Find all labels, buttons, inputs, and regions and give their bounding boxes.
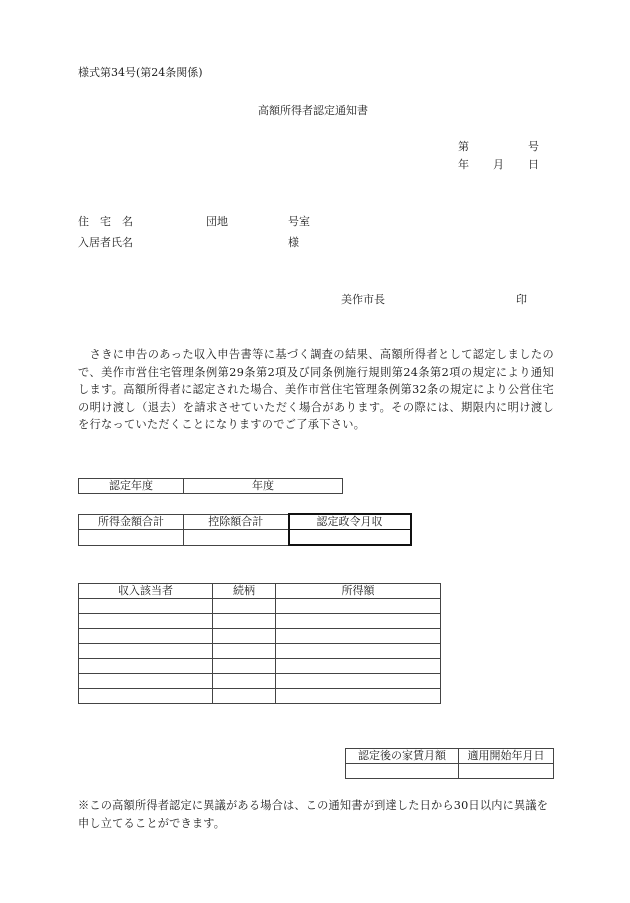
year-value-cell: 年度: [184, 479, 343, 494]
relation-cell: [213, 689, 276, 704]
form-number: 様式第34号(第24条関係): [78, 66, 203, 79]
monthly-income-cell: [289, 530, 411, 546]
date-day: 日: [528, 158, 539, 171]
housing-label: 住 宅 名: [78, 215, 133, 228]
issuer-name: 美作市長: [341, 293, 385, 306]
member-name-cell: [79, 689, 213, 704]
start-date-cell: [459, 764, 554, 779]
table-row: [79, 674, 441, 689]
income-amount-cell: [276, 614, 441, 629]
member-name-cell: [79, 659, 213, 674]
rent-table: [345, 748, 554, 779]
member-name-cell: [79, 644, 213, 659]
table-row: [79, 599, 441, 614]
year-label-cell: 認定年度: [79, 479, 184, 494]
start-date-header: 適用開始年月日: [459, 749, 554, 764]
year-table: [78, 478, 343, 494]
document-title: 高額所得者認定通知書: [258, 104, 368, 117]
seal-mark: 印: [516, 293, 527, 306]
income-amount-cell: [276, 659, 441, 674]
relation-cell: [213, 614, 276, 629]
relation-cell: [213, 659, 276, 674]
income-amount-cell: [276, 689, 441, 704]
number-prefix: 第: [458, 140, 469, 153]
income-amount-cell: [276, 644, 441, 659]
income-table: [78, 513, 412, 546]
resident-name-label: 入居者氏名: [78, 236, 133, 249]
relation-cell: [213, 629, 276, 644]
notice-body: さきに申告のあった収入申告書等に基づく調査の結果、高額所得者として認定しましたので、美作市営住宅管理条例第29条第2項及び同条例施行規則第24条第2項の規定により通知します。高額所得者に認定された場合、美作市営住宅管理条例第32条の規定により公営住宅の明け渡し（退去）を請求させていただく場合があります。その際には、期限内に明け渡しを行なっていただくことになりますのでご了承下さい。: [78, 348, 554, 432]
relation-cell: [213, 674, 276, 689]
member-name-cell: [79, 674, 213, 689]
income-total-header: 所得金額合計: [79, 514, 184, 530]
table-row: [79, 644, 441, 659]
objection-footnote: ※この高額所得者認定に異議がある場合は、この通知書が到達した日から30日以内に異議を申し立てることができます。: [78, 799, 549, 830]
relation-cell: [213, 599, 276, 614]
table-row: [79, 659, 441, 674]
room-label: 号室: [288, 215, 310, 228]
member-table: [78, 583, 441, 704]
new-rent-cell: [346, 764, 459, 779]
table-row: [79, 689, 441, 704]
income-amount-cell: [276, 674, 441, 689]
member-name-header: 収入該当者: [79, 584, 213, 599]
income-total-cell: [79, 530, 184, 546]
relation-header: 続柄: [213, 584, 276, 599]
new-rent-header: 認定後の家賃月額: [346, 749, 459, 764]
monthly-income-header: 認定政令月収: [289, 514, 411, 530]
date-year: 年: [458, 158, 469, 171]
member-name-cell: [79, 599, 213, 614]
number-suffix: 号: [528, 140, 539, 153]
table-row: [79, 614, 441, 629]
relation-cell: [213, 644, 276, 659]
member-name-cell: [79, 614, 213, 629]
income-amount-header: 所得額: [276, 584, 441, 599]
member-name-cell: [79, 629, 213, 644]
income-amount-cell: [276, 629, 441, 644]
table-row: [79, 629, 441, 644]
honorific: 様: [288, 236, 299, 249]
deduction-total-header: 控除額合計: [184, 514, 289, 530]
danchi-label: 団地: [206, 215, 228, 228]
deduction-total-cell: [184, 530, 289, 546]
income-amount-cell: [276, 599, 441, 614]
date-month: 月: [493, 158, 504, 171]
